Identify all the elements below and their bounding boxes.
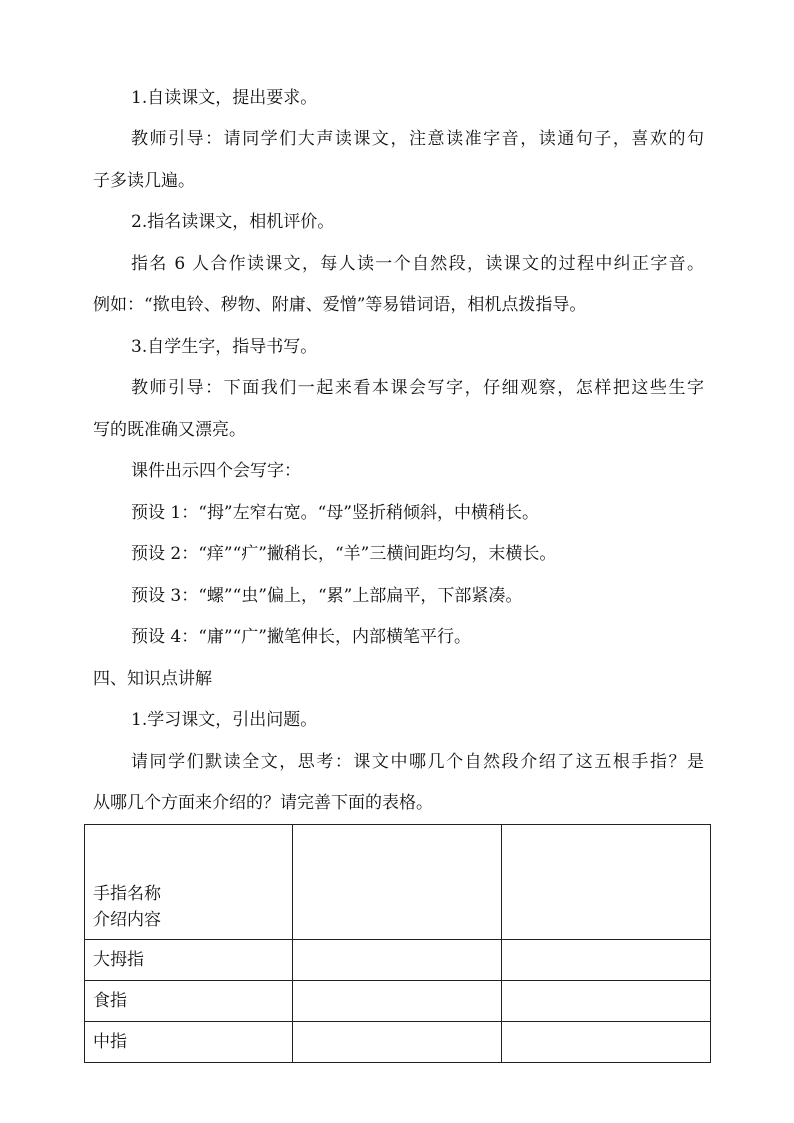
table-cell	[293, 940, 502, 981]
step-3-heading: 3.自学生字，指导书写。	[131, 337, 318, 357]
table-cell	[502, 940, 711, 981]
table-cell	[293, 981, 502, 1022]
preset-line: 预设 3：“螺”“虫”偏上，“累”上部扁平，下部紧凑。	[131, 586, 523, 606]
paragraph-line: 请同学们默读全文，思考：课文中哪几个自然段介绍了这五根手指？是	[131, 752, 704, 772]
step-2-heading: 2.指名读课文，相机评价。	[131, 212, 335, 232]
table-row-label: 食指	[85, 981, 293, 1022]
paragraph-line: 指名 6 人合作读课文，每人读一个自然段，读课文的过程中纠正字音。	[131, 254, 704, 274]
table-row	[85, 981, 711, 1022]
paragraph-line: 课件出示四个会写字：	[131, 461, 301, 481]
table-cell	[502, 981, 711, 1022]
step-1-heading: 1.学习课文，引出问题。	[131, 710, 318, 730]
table-cell	[502, 825, 711, 940]
preset-line: 预设 2：“痒”“疒”撇稍长，“羊”三横间距均匀，末横长。	[131, 544, 557, 564]
table-cell	[293, 1022, 502, 1063]
header-label-content: 介绍内容	[93, 910, 161, 930]
paragraph-line: 教师引导：下面我们一起来看本课会写字，仔细观察，怎样把这些生字	[131, 378, 704, 398]
table-row-label: 中指	[85, 1022, 293, 1063]
table-header-row	[85, 825, 711, 940]
paragraph-line: 例如：“揿电铃、秽物、附庸、爱憎”等易错词语，相机点拨指导。	[93, 295, 587, 315]
paragraph-line: 子多读几遍。	[93, 171, 195, 191]
step-1-heading: 1.自读课文，提出要求。	[131, 88, 318, 108]
paragraph-line: 从哪几个方面来介绍的？请完善下面的表格。	[93, 793, 433, 813]
paragraph-line: 写的既准确又漂亮。	[93, 420, 246, 440]
preset-line: 预设 1：“拇”左窄右宽。“母”竖折稍倾斜，中横稍长。	[131, 503, 539, 523]
preset-line: 预设 4：“庸”“广”撇笔伸长，内部横笔平行。	[131, 627, 471, 647]
table-cell	[502, 1022, 711, 1063]
table-row	[85, 940, 711, 981]
table-row	[85, 1022, 711, 1063]
table-cell	[293, 825, 502, 940]
table-row-label: 大拇指	[85, 940, 293, 981]
finger-table	[84, 824, 710, 1060]
header-label-finger: 手指名称	[93, 884, 161, 904]
paragraph-line: 教师引导：请同学们大声读课文，注意读准字音，读通句子，喜欢的句	[131, 129, 704, 149]
section-heading: 四、知识点讲解	[93, 669, 212, 689]
table-header-cell	[85, 825, 293, 940]
